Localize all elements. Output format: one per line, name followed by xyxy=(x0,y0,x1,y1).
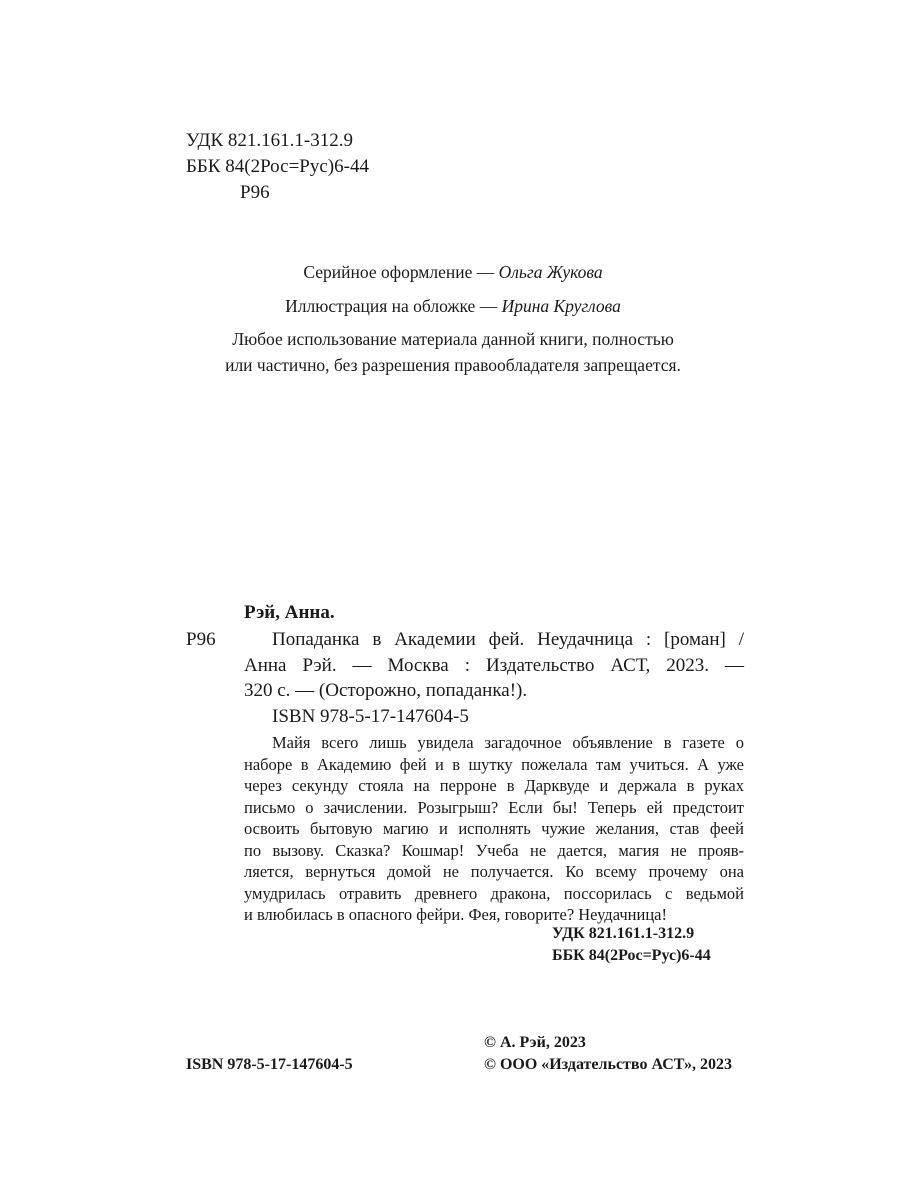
isbn-footer: ISBN 978-5-17-147604-5 xyxy=(186,1056,353,1073)
annotation-line: ляется, вернуться домой не получается. Ко всему прочему она xyxy=(244,862,744,881)
copyright-author: © А. Рэй, 2023 xyxy=(484,1034,586,1051)
annotation-line: и влюбилась в опасного фейри. Фея, говорите? Неудачница! xyxy=(244,905,667,924)
annotation-line: через секунду стояла на перроне в Дарквуде и держала в руках xyxy=(244,776,744,795)
cover-illustration-label: Иллюстрация на обложке — xyxy=(285,296,502,316)
bbk-code-repeat: ББК 84(2Рос=Рус)6-44 xyxy=(552,947,711,964)
description-line: 320 с. — (Осторожно, попаданка!). xyxy=(244,680,528,701)
cover-illustration-credit xyxy=(186,294,720,318)
udk-code-repeat: УДК 821.161.1-312.9 xyxy=(552,925,695,942)
annotation-line: письмо о зачислении. Розыгрыш? Если бы! Теперь ей предстоит xyxy=(244,797,744,817)
udk-code: УДК 821.161.1-312.9 xyxy=(186,130,353,151)
author-heading: Рэй, Анна. xyxy=(244,602,335,623)
isbn-entry: ISBN 978-5-17-147604-5 xyxy=(272,706,469,727)
bbk-code: ББК 84(2Рос=Рус)6-44 xyxy=(186,156,369,177)
series-design-label: Серийное оформление — xyxy=(303,262,499,282)
rights-line: Любое использование материала данной книги, полностью xyxy=(232,329,674,349)
series-design-name: Ольга Жукова xyxy=(498,262,603,282)
annotation xyxy=(244,732,744,926)
annotation-line: умудрилась отравить древнего дракона, поссорилась с ведьмой xyxy=(244,883,744,903)
annotation-line: Майя всего лишь увидела загадочное объявление в газете о xyxy=(272,733,744,752)
rights-line: или частично, без разрешения правообладателя запрещается. xyxy=(225,355,681,375)
annotation-line: освоить бытовую магию и исполнять чужие желания, став феей xyxy=(244,819,744,838)
series-design-credit xyxy=(186,260,720,284)
cover-illustration-name: Ирина Круглова xyxy=(501,296,621,316)
bibliographic-description xyxy=(244,627,744,704)
annotation-line: наборе в Академию фей и в шутку пожелала там учиться. А уже xyxy=(244,754,744,774)
entry-author-sign: Р96 xyxy=(186,629,216,650)
rights-notice xyxy=(186,326,720,378)
copyright-publisher: © ООО «Издательство АСТ», 2023 xyxy=(484,1056,733,1073)
description-line: Попаданка в Академии фей. Неудачница : [роман] / xyxy=(272,629,744,650)
annotation-line: по вызову. Сказка? Кошмар! Учеба не дается, магия не прояв- xyxy=(244,840,744,860)
author-sign: Р96 xyxy=(240,182,270,203)
description-line: Анна Рэй. — Москва : Издательство АСТ, 2023. — xyxy=(244,654,744,676)
